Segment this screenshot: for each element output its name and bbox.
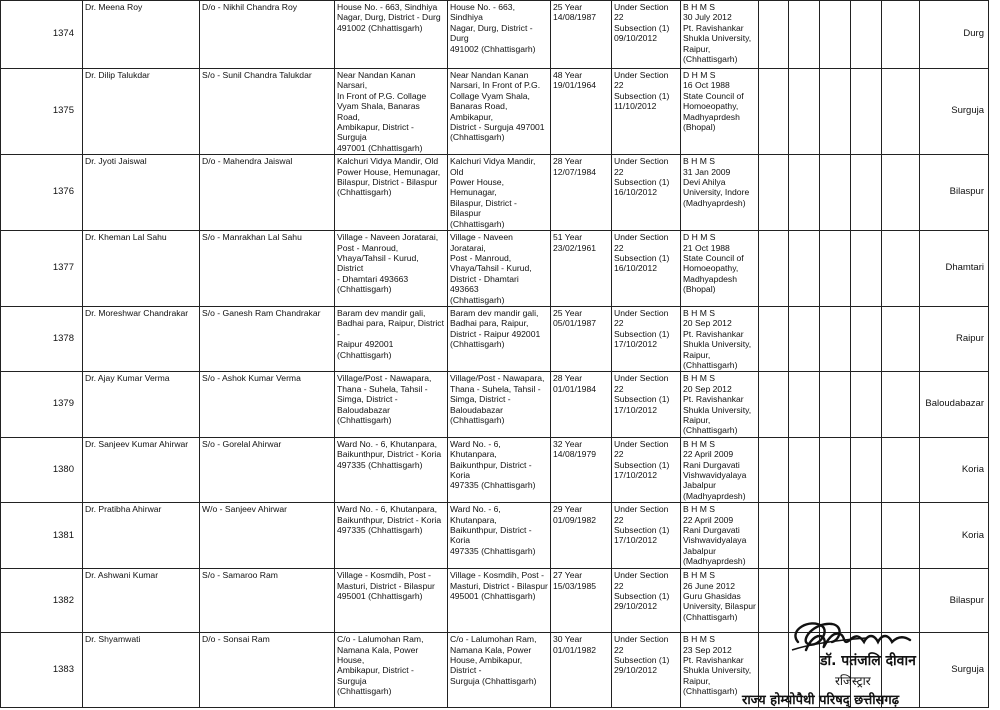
- registration-section: Under Section 22 Subsection (1) 16/10/2012: [612, 155, 681, 231]
- blank-cell: [851, 306, 882, 371]
- blank-cell: [759, 1, 789, 69]
- blank-cell: [759, 306, 789, 371]
- district: Durg: [920, 1, 989, 69]
- district: Raipur: [920, 306, 989, 371]
- blank-cell: [789, 503, 820, 569]
- blank-cell: [851, 155, 882, 231]
- blank-cell: [851, 231, 882, 307]
- table-row: [1, 155, 989, 231]
- permanent-address: House No. - 663, Sindhiya Nagar, Durg, District - Durg 491002 (Chhattisgarh): [335, 1, 448, 69]
- serial-number: 1376: [1, 155, 83, 231]
- permanent-address: Ward No. - 6, Khutanpara, Baikunthpur, District - Koria 497335 (Chhattisgarh): [335, 503, 448, 569]
- table-row: [1, 69, 989, 155]
- blank-cell: [820, 155, 851, 231]
- correspondence-address: Near Nandan Kanan Narsari, In Front of P.G. Collage Vyam Shala, Banaras Road, Ambikapur, District - Surguja 497001 (Chhattisgarh): [448, 69, 551, 155]
- correspondence-address: Kalchuri Vidya Mandir, Old Power House, Hemunagar, Bilaspur, District - Bilaspur (Chhattisgarh): [448, 155, 551, 231]
- district: Koria: [920, 503, 989, 569]
- district: Bilaspur: [920, 155, 989, 231]
- permanent-address: Baram dev mandir gali, Badhai para, Raipur, District - Raipur 492001 (Chhattisgarh): [335, 306, 448, 371]
- correspondence-address: Ward No. - 6, Khutanpara, Baikunthpur, District - Koria 497335 (Chhattisgarh): [448, 437, 551, 502]
- blank-cell: [851, 69, 882, 155]
- blank-cell: [789, 437, 820, 502]
- relation: S/o - Manrakhan Lal Sahu: [200, 231, 335, 307]
- blank-cell: [851, 437, 882, 502]
- relation: W/o - Sanjeev Ahirwar: [200, 503, 335, 569]
- correspondence-address: Ward No. - 6, Khutanpara, Baikunthpur, District - Koria 497335 (Chhattisgarh): [448, 503, 551, 569]
- blank-cell: [759, 372, 789, 437]
- doctor-name: Dr. Ajay Kumar Verma: [83, 372, 200, 437]
- blank-cell: [759, 437, 789, 502]
- blank-cell: [789, 231, 820, 307]
- serial-number: 1378: [1, 306, 83, 371]
- registration-section: Under Section 22 Subsection (1) 17/10/2012: [612, 437, 681, 502]
- qualification: B H M S 20 Sep 2012 Pt. Ravishankar Shukla University, Raipur, (Chhattisgarh): [681, 306, 759, 371]
- blank-cell: [820, 306, 851, 371]
- doctor-name: Dr. Dilip Talukdar: [83, 69, 200, 155]
- blank-cell: [759, 69, 789, 155]
- signatory-name: डॉ. पतंजलि दीवान: [820, 653, 916, 669]
- relation: S/o - Gorelal Ahirwar: [200, 437, 335, 502]
- age-dob: 25 Year 14/08/1987: [551, 1, 612, 69]
- serial-number: 1375: [1, 69, 83, 155]
- blank-cell: [820, 503, 851, 569]
- blank-cell: [789, 372, 820, 437]
- age-dob: 28 Year 12/07/1984: [551, 155, 612, 231]
- relation: S/o - Ganesh Ram Chandrakar: [200, 306, 335, 371]
- doctor-name: Dr. Ashwani Kumar: [83, 569, 200, 633]
- table-row: [1, 503, 989, 569]
- qualification: B H M S 30 July 2012 Pt. Ravishankar Shukla University, Raipur, (Chhattisgarh): [681, 1, 759, 69]
- table-row: [1, 231, 989, 307]
- district: Bilaspur: [920, 569, 989, 633]
- qualification: B H M S 22 April 2009 Rani Durgavati Vishwavidyalaya Jabalpur (Madhyaprdesh): [681, 437, 759, 502]
- qualification: B H M S 26 June 2012 Guru Ghasidas University, Bilaspur (Chhattisgarh): [681, 569, 759, 633]
- age-dob: 32 Year 14/08/1979: [551, 437, 612, 502]
- correspondence-address: Village/Post - Nawapara, Thana - Suhela, Tahsil - Simga, District - Baloudabazar (Chhattisgarh): [448, 372, 551, 437]
- blank-cell: [882, 69, 920, 155]
- serial-number: 1382: [1, 569, 83, 633]
- blank-cell: [789, 69, 820, 155]
- registration-section: Under Section 22 Subsection (1) 09/10/2012: [612, 1, 681, 69]
- qualification: B H M S 20 Sep 2012 Pt. Ravishankar Shukla University, Raipur, (Chhattisgarh): [681, 372, 759, 437]
- table-row: [1, 1, 989, 69]
- blank-cell: [851, 503, 882, 569]
- registration-section: Under Section 22 Subsection (1) 17/10/2012: [612, 372, 681, 437]
- blank-cell: [759, 503, 789, 569]
- blank-cell: [759, 155, 789, 231]
- blank-cell: [820, 372, 851, 437]
- relation: D/o - Sonsai Ram: [200, 633, 335, 708]
- blank-cell: [882, 437, 920, 502]
- district: Surguja: [920, 69, 989, 155]
- blank-cell: [789, 306, 820, 371]
- blank-cell: [759, 231, 789, 307]
- table-row: [1, 437, 989, 502]
- blank-cell: [820, 437, 851, 502]
- qualification: B H M S 23 Sep 2012 Pt. Ravishankar Shukla University, Raipur, (Chhattisgarh): [681, 633, 759, 708]
- serial-number: 1383: [1, 633, 83, 708]
- blank-cell: [882, 155, 920, 231]
- qualification: B H M S 22 April 2009 Rani Durgavati Vishwavidyalaya Jabalpur (Madhyaprdesh): [681, 503, 759, 569]
- district: Baloudabazar: [920, 372, 989, 437]
- registration-section: Under Section 22 Subsection (1) 16/10/2012: [612, 231, 681, 307]
- registration-section: Under Section 22 Subsection (1) 17/10/2012: [612, 306, 681, 371]
- registration-section: Under Section 22 Subsection (1) 11/10/2012: [612, 69, 681, 155]
- permanent-address: Village/Post - Nawapara, Thana - Suhela, Tahsil - Simga, District - Baloudabazar (Chhattisgarh): [335, 372, 448, 437]
- correspondence-address: Village - Kosmdih, Post - Masturi, District - Bilaspur 495001 (Chhattisgarh): [448, 569, 551, 633]
- correspondence-address: House No. - 663, Sindhiya Nagar, Durg, District - Durg 491002 (Chhattisgarh): [448, 1, 551, 69]
- permanent-address: C/o - Lalumohan Ram, Namana Kala, Power House, Ambikapur, District - Surguja (Chhattisgarh): [335, 633, 448, 708]
- doctor-name: Dr. Meena Roy: [83, 1, 200, 69]
- permanent-address: Village - Naveen Joratarai, Post - Manroud, Vhaya/Tahsil - Kurud, District - Dhamtari 493663 (Chhattisgarh): [335, 231, 448, 307]
- correspondence-address: C/o - Lalumohan Ram, Namana Kala, Power House, Ambikapur, District - Surguja (Chhattisgarh): [448, 633, 551, 708]
- blank-cell: [882, 503, 920, 569]
- blank-cell: [789, 1, 820, 69]
- district: Dhamtari: [920, 231, 989, 307]
- doctor-name: Dr. Sanjeev Kumar Ahirwar: [83, 437, 200, 502]
- relation: D/o - Mahendra Jaiswal: [200, 155, 335, 231]
- permanent-address: Ward No. - 6, Khutanpara, Baikunthpur, District - Koria 497335 (Chhattisgarh): [335, 437, 448, 502]
- registration-section: Under Section 22 Subsection (1) 29/10/2012: [612, 633, 681, 708]
- age-dob: 29 Year 01/09/1982: [551, 503, 612, 569]
- serial-number: 1374: [1, 1, 83, 69]
- blank-cell: [789, 155, 820, 231]
- blank-cell: [820, 1, 851, 69]
- age-dob: 27 Year 15/03/1985: [551, 569, 612, 633]
- relation: S/o - Ashok Kumar Verma: [200, 372, 335, 437]
- serial-number: 1379: [1, 372, 83, 437]
- doctor-name: Dr. Shyamwati: [83, 633, 200, 708]
- blank-cell: [851, 372, 882, 437]
- age-dob: 48 Year 19/01/1964: [551, 69, 612, 155]
- qualification: D H M S 16 Oct 1988 State Council of Homoeopathy, Madhyaprdesh (Bhopal): [681, 69, 759, 155]
- age-dob: 51 Year 23/02/1961: [551, 231, 612, 307]
- signatory-designation: रजिस्ट्रार: [835, 674, 871, 688]
- serial-number: 1381: [1, 503, 83, 569]
- permanent-address: Near Nandan Kanan Narsari, In Front of P.G. Collage Vyam Shala, Banaras Road, Ambikapur, District - Surguja 497001 (Chhattisgarh): [335, 69, 448, 155]
- qualification: B H M S 31 Jan 2009 Devi Ahilya University, Indore (Madhyaprdesh): [681, 155, 759, 231]
- table-row: [1, 372, 989, 437]
- serial-number: 1377: [1, 231, 83, 307]
- doctor-name: Dr. Moreshwar Chandrakar: [83, 306, 200, 371]
- registration-section: Under Section 22 Subsection (1) 17/10/2012: [612, 503, 681, 569]
- serial-number: 1380: [1, 437, 83, 502]
- age-dob: 30 Year 01/01/1982: [551, 633, 612, 708]
- blank-cell: [851, 1, 882, 69]
- qualification: D H M S 21 Oct 1988 State Council of Homoeopathy, Madhyapdesh (Bhopal): [681, 231, 759, 307]
- correspondence-address: Village - Naveen Joratarai, Post - Manroud, Vhaya/Tahsil - Kurud, District - Dhamtari 493663 (Chhattisgarh): [448, 231, 551, 307]
- permanent-address: Village - Kosmdih, Post - Masturi, District - Bilaspur 495001 (Chhattisgarh): [335, 569, 448, 633]
- age-dob: 28 Year 01/01/1984: [551, 372, 612, 437]
- registration-section: Under Section 22 Subsection (1) 29/10/2012: [612, 569, 681, 633]
- table-row: [1, 306, 989, 371]
- blank-cell: [882, 1, 920, 69]
- relation: S/o - Sunil Chandra Talukdar: [200, 69, 335, 155]
- blank-cell: [882, 372, 920, 437]
- blank-cell: [882, 231, 920, 307]
- blank-cell: [820, 231, 851, 307]
- age-dob: 25 Year 05/01/1987: [551, 306, 612, 371]
- doctor-name: Dr. Jyoti Jaiswal: [83, 155, 200, 231]
- relation: S/o - Samaroo Ram: [200, 569, 335, 633]
- doctor-name: Dr. Pratibha Ahirwar: [83, 503, 200, 569]
- relation: D/o - Nikhil Chandra Roy: [200, 1, 335, 69]
- signatory-organisation: राज्य होम्योपैथी परिषद् छत्तीसगढ़: [742, 693, 900, 708]
- blank-cell: [882, 306, 920, 371]
- district: Koria: [920, 437, 989, 502]
- blank-cell: [820, 69, 851, 155]
- district: Surguja: [920, 633, 989, 708]
- correspondence-address: Baram dev mandir gali, Badhai para, Raipur, District - Raipur 492001 (Chhattisgarh): [448, 306, 551, 371]
- doctor-name: Dr. Kheman Lal Sahu: [83, 231, 200, 307]
- permanent-address: Kalchuri Vidya Mandir, Old Power House, Hemunagar, Bilaspur, District - Bilaspur (Chhattisgarh): [335, 155, 448, 231]
